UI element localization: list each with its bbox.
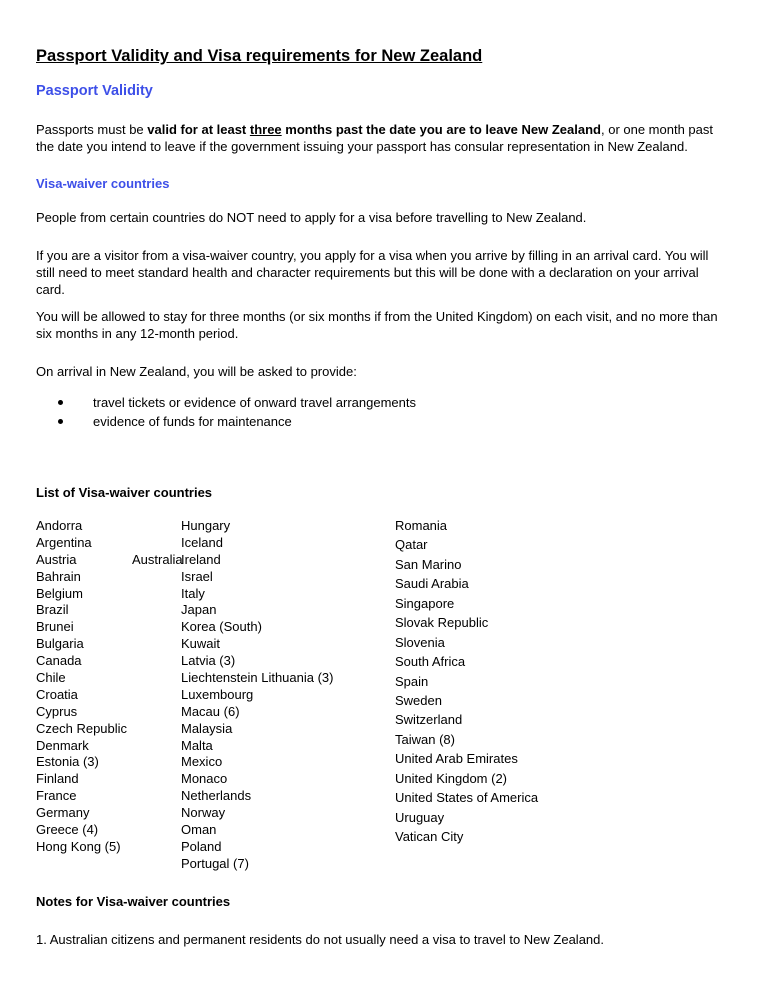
passport-validity-heading: Passport Validity — [36, 83, 153, 99]
list-item: Brazil — [36, 602, 69, 618]
passport-validity-paragraph — [36, 121, 726, 155]
document-page — [36, 0, 736, 994]
list-item: Luxembourg — [181, 686, 254, 702]
list-item: United Kingdom (2) — [395, 770, 507, 786]
list-item: Uruguay — [395, 809, 445, 825]
arrival-requirements-list — [36, 394, 416, 432]
list-item-australia: Australia — [132, 552, 183, 567]
list-item: Taiwan (8) — [395, 731, 455, 747]
list-item: Korea (South) — [181, 619, 262, 635]
list-item: Mexico — [181, 754, 223, 770]
list-item: Slovenia — [395, 634, 445, 650]
list-item: Denmark — [36, 737, 89, 753]
list-item: Canada — [36, 653, 82, 669]
list-item: Estonia (3) — [36, 754, 99, 770]
list-item: Poland — [181, 838, 222, 854]
list-item: Switzerland — [395, 712, 463, 728]
passport-text-after: , or one month past the date you intend to leave if the government issuing your passport has consular representation in New Zealand. — [36, 122, 713, 154]
bullet-dot-icon — [58, 400, 63, 405]
list-item: Brunei — [36, 619, 74, 635]
list-item: San Marino — [395, 556, 462, 572]
list-item: United States of America — [395, 790, 539, 806]
list-item: Bulgaria — [36, 636, 84, 652]
list-item: evidence of funds for maintenance — [36, 413, 416, 432]
list-item: Latvia (3) — [181, 653, 236, 669]
list-item: Portugal (7) — [181, 855, 249, 871]
passport-bold-2: months past the date you are to leave New Zealand — [281, 122, 601, 137]
list-item: Andorra — [36, 518, 83, 533]
country-column-3 — [395, 517, 538, 847]
page-title: Passport Validity and Visa requirements for New Zealand — [36, 47, 483, 65]
list-item: Sweden — [395, 692, 442, 708]
list-item: Norway — [181, 805, 226, 821]
list-item: Slovak Republic — [395, 615, 489, 631]
country-column-2 — [181, 517, 334, 872]
list-item: Chile — [36, 670, 66, 686]
passport-bold-1: valid for at least — [147, 122, 250, 137]
visa-waiver-paragraph-2: If you are a visitor from a visa-waiver country, you apply for a visa when you arrive by filling in an arrival card. You will still need to meet standard health and character requirements but this will be done with a declaration on your arrival card. — [36, 248, 709, 297]
country-list-heading: List of Visa-waiver countries — [36, 485, 213, 500]
passport-text-before: Passports must be — [36, 122, 148, 137]
list-item: Monaco — [181, 771, 228, 787]
list-item: Italy — [181, 585, 205, 601]
list-item: Belgium — [36, 585, 83, 601]
list-item: Ireland — [181, 551, 221, 567]
list-item: Finland — [36, 771, 79, 787]
list-item: Austria — [36, 551, 77, 567]
list-item: Bahrain — [36, 568, 81, 584]
list-item: Saudi Arabia — [395, 576, 469, 592]
list-item: Malaysia — [181, 720, 233, 736]
list-item: Malta — [181, 737, 213, 753]
list-item: Greece (4) — [36, 822, 99, 838]
list-item: Vatican City — [395, 829, 464, 844]
list-item: Croatia — [36, 686, 78, 702]
list-item: Japan — [181, 602, 217, 618]
note-1: 1. Australian citizens and permanent residents do not usually need a visa to travel to New Zealand. — [36, 932, 604, 947]
list-item: United Arab Emirates — [395, 751, 518, 767]
list-item: Iceland — [181, 534, 223, 550]
visa-waiver-paragraph-4: On arrival in New Zealand, you will be asked to provide: — [36, 364, 357, 379]
list-item: Cyprus — [36, 703, 78, 719]
list-item: travel tickets or evidence of onward travel arrangements — [36, 394, 416, 413]
notes-heading: Notes for Visa-waiver countries — [36, 894, 231, 909]
list-item: Liechtenstein Lithuania (3) — [181, 670, 334, 686]
list-item: Oman — [181, 822, 217, 838]
list-item: Singapore — [395, 595, 455, 611]
list-item: Czech Republic — [36, 720, 128, 736]
list-item: South Africa — [395, 654, 466, 670]
list-item: Argentina — [36, 534, 92, 550]
list-item: Israel — [181, 568, 213, 584]
bullet-dot-icon — [58, 419, 63, 424]
list-item: Germany — [36, 805, 90, 821]
list-item: Qatar — [395, 537, 428, 553]
list-item: Romania — [395, 518, 448, 533]
list-item: Spain — [395, 673, 429, 689]
visa-waiver-heading: Visa-waiver countries — [36, 176, 170, 191]
list-item: France — [36, 788, 77, 804]
list-item: Hungary — [181, 518, 231, 533]
list-item: Kuwait — [181, 636, 221, 652]
passport-underlined: three — [249, 122, 282, 137]
visa-waiver-paragraph-3: You will be allowed to stay for three months (or six months if from the United Kingdom) on each visit, and no more than six months in any 12-month period. — [36, 309, 718, 341]
list-item: Hong Kong (5) — [36, 838, 121, 854]
list-item: Macau (6) — [181, 703, 240, 719]
list-item: Netherlands — [181, 788, 252, 804]
visa-waiver-paragraph-1: People from certain countries do NOT need to apply for a visa before travelling to New Zealand. — [36, 210, 587, 225]
